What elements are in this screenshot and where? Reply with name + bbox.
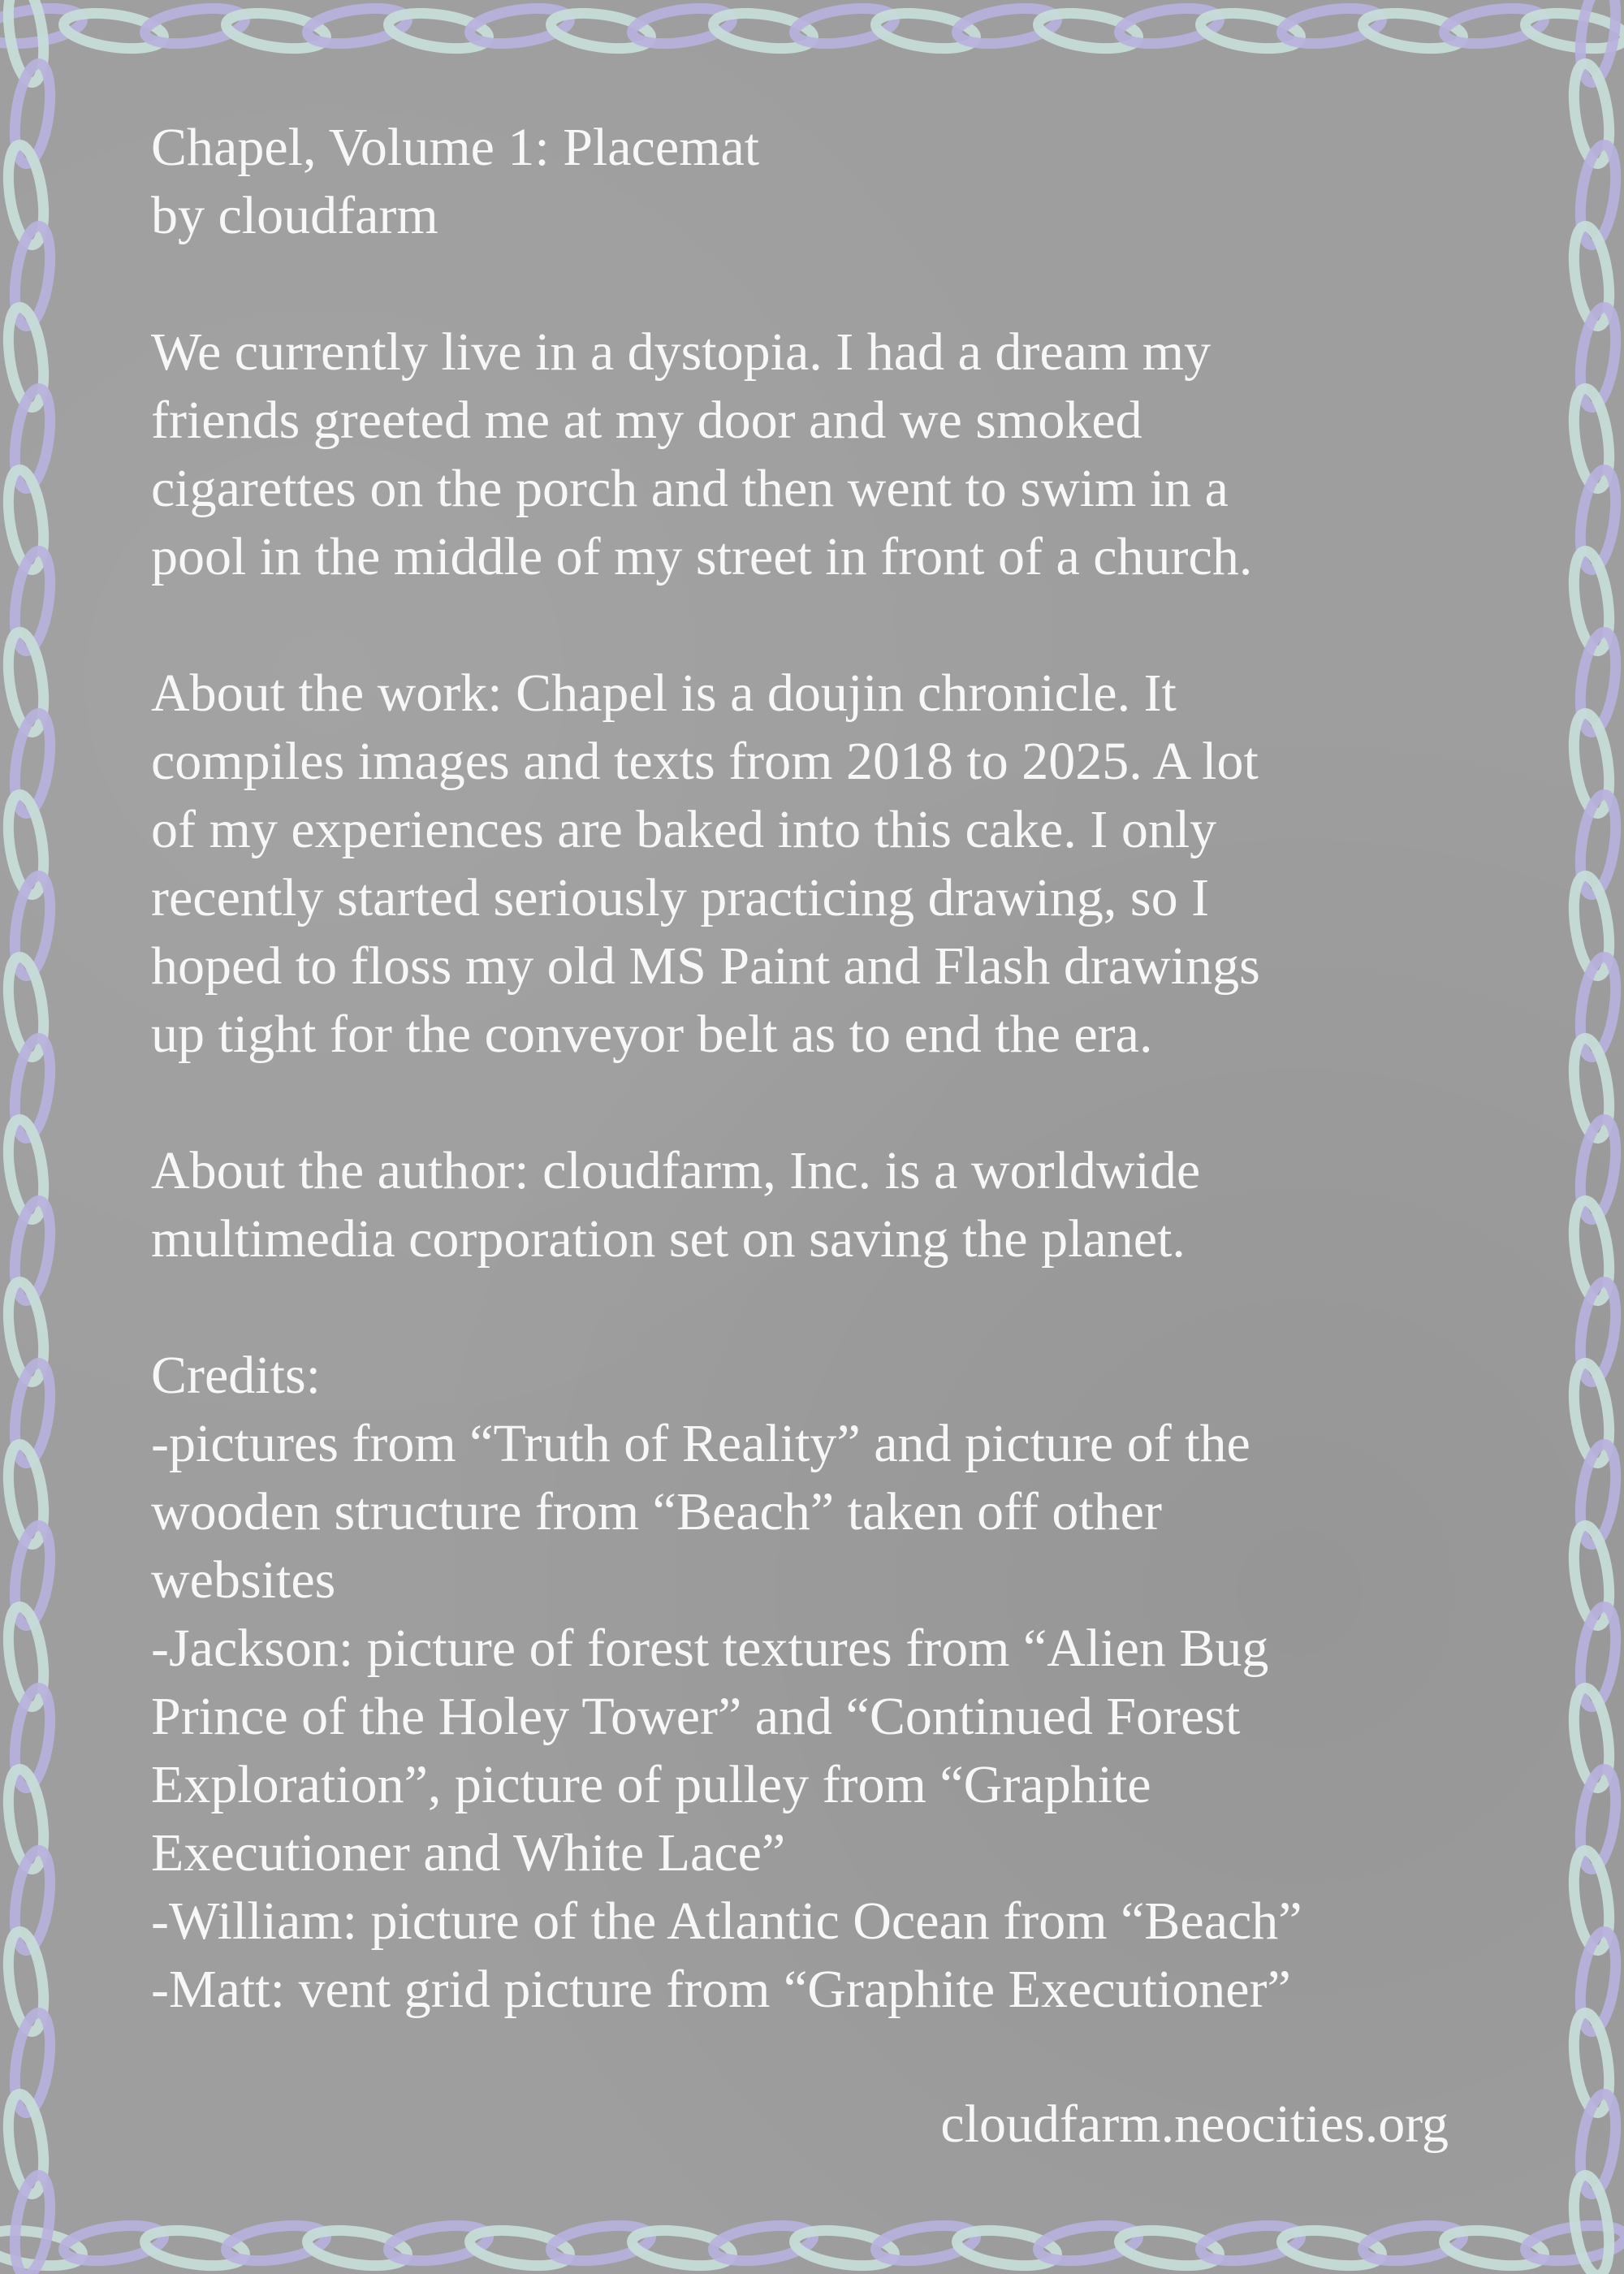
credits-line: -William: picture of the Atlantic Ocean from “Beach” [151, 1891, 1302, 1951]
about-work-line: compiles images and texts from 2018 to 2025. A lot [151, 732, 1259, 791]
about-work-line: recently started seriously practicing drawing, so I [151, 868, 1210, 927]
byline: by cloudfarm [151, 186, 438, 245]
website-url: cloudfarm.neocities.org [940, 2095, 1449, 2154]
about-work-paragraph [151, 659, 1483, 1069]
credits-line: wooden structure from “Beach” taken off other [151, 1482, 1162, 1541]
intro-line: We currently live in a dystopia. I had a dream my [151, 322, 1212, 382]
credits-line: -Matt: vent grid picture from “Graphite Executioner” [151, 1960, 1291, 2019]
about-work-line: of my experiences are baked into this cake. I only [151, 800, 1217, 859]
credits-line: websites [151, 1550, 336, 1610]
title-block [151, 114, 1483, 250]
about-work-line: About the work: Chapel is a doujin chronicle. It [151, 664, 1177, 723]
about-work-line: hoped to floss my old MS Paint and Flash drawings [151, 936, 1260, 996]
about-author-line: About the author: cloudfarm, Inc. is a worldwide [151, 1141, 1201, 1200]
intro-line: cigarettes on the porch and then went to swim in a [151, 459, 1229, 518]
credits-line: Prince of the Holey Tower” and “Continued Forest [151, 1687, 1241, 1746]
document-body [151, 114, 1483, 2024]
credits-section [151, 1342, 1483, 2024]
document-title: Chapel, Volume 1: Placemat [151, 118, 760, 177]
credits-line: -Jackson: picture of forest textures from “Alien Bug [151, 1619, 1269, 1678]
about-work-line: up tight for the conveyor belt as to end the era. [151, 1005, 1153, 1064]
credits-line: Exploration”, picture of pulley from “Graphite [151, 1755, 1151, 1814]
intro-paragraph [151, 318, 1483, 591]
chain-link [10, 2173, 56, 2274]
credits-line: -pictures from “Truth of Reality” and picture of the [151, 1414, 1250, 1473]
intro-line: friends greeted me at my door and we smoked [151, 391, 1142, 450]
credits-heading: Credits: [151, 1346, 321, 1405]
credits-line: Executioner and White Lace” [151, 1823, 786, 1883]
about-author-paragraph [151, 1137, 1483, 1273]
intro-line: pool in the middle of my street in front of a church. [151, 527, 1253, 586]
about-author-line: multimedia corporation set on saving the planet. [151, 1209, 1186, 1269]
